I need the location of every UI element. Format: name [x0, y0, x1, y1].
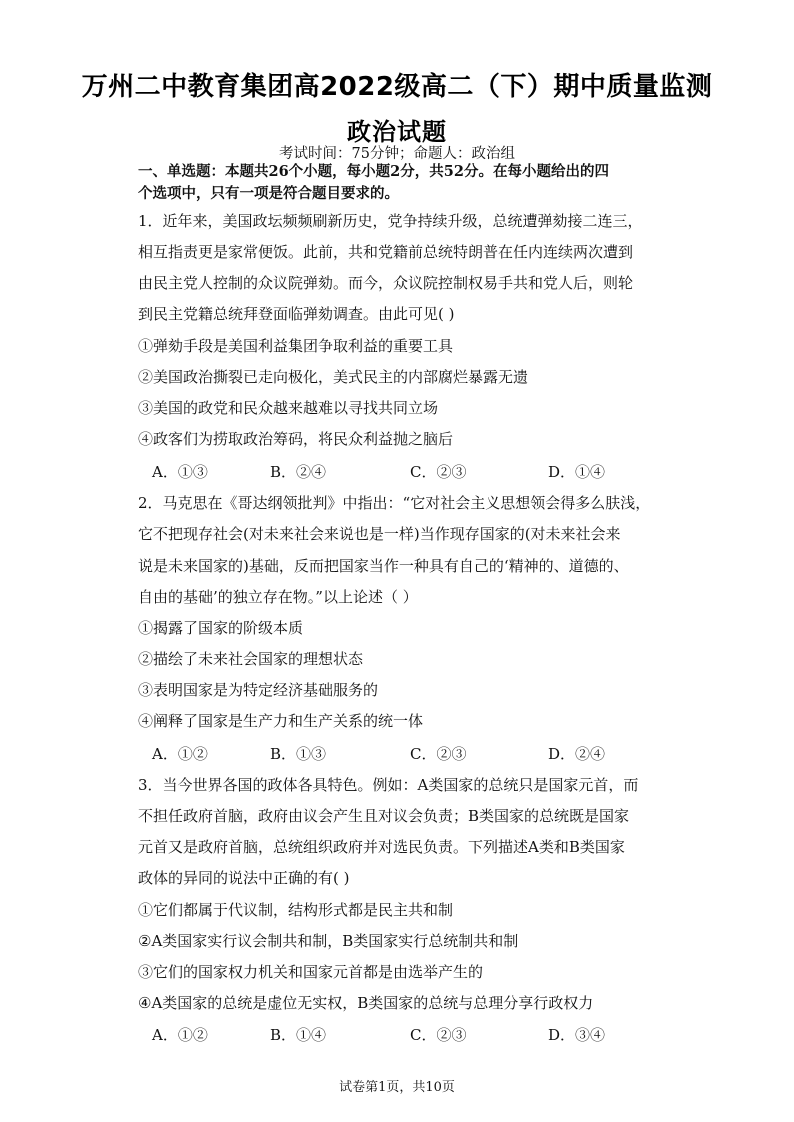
question-3-option-a[interactable]: A．①② [152, 1026, 208, 1044]
question-2-option-d[interactable]: D．②④ [548, 745, 606, 763]
question-3-option-c[interactable]: C．②③ [410, 1026, 467, 1044]
question-3-option-b[interactable]: B．①④ [270, 1026, 327, 1044]
exam-info: 考试时间：75分钟；命题人：政治组 [279, 146, 515, 162]
question-1-line-4: 到民主党籍总统拜登面临弹劾调查。由此可见( ) [138, 305, 455, 323]
question-2-statement-1: ①揭露了国家的阶级本质 [138, 619, 304, 637]
question-3-statement-4: ④A类国家的总统是虚位无实权，B类国家的总统与总理分享行政权力 [138, 994, 594, 1012]
question-1-line-3: 由民主党人控制的众议院弹劾。而今，众议院控制权易手共和党人后，则轮 [138, 274, 634, 292]
question-1-option-c[interactable]: C．②③ [410, 463, 467, 481]
question-1-option-d[interactable]: D．①④ [548, 463, 606, 481]
question-3-option-d[interactable]: D．③④ [548, 1026, 606, 1044]
question-1-option-a[interactable]: A．①③ [152, 463, 208, 481]
question-3-line-2: 不担任政府首脑，政府由议会产生且对议会负责；B类国家的总统既是国家 [138, 807, 630, 825]
question-1-statement-1: ①弹劾手段是美国利益集团争取利益的重要工具 [138, 337, 454, 355]
section-heading-line-2: 个选项中，只有一项是符合题目要求的。 [138, 185, 399, 202]
question-3-statement-1: ①它们都属于代议制，结构形式都是民主共和制 [138, 901, 454, 919]
question-3-line-1: 3．当今世界各国的政体各具特色。例如：A类国家的总统只是国家元首，而 [138, 776, 639, 794]
question-3-line-3: 元首又是政府首脑，总统组织政府并对选民负责。下列描述A类和B类国家 [138, 838, 625, 856]
question-2-line-2: 它不把现存社会(对未来社会来说也是一样)当作现存国家的(对未来社会来 [138, 525, 621, 543]
question-1-statement-4: ④政客们为捞取政治筹码，将民众利益抛之脑后 [138, 430, 454, 448]
question-2-line-3: 说是未来国家的)基础，反而把国家当作一种具有自己的‘精神的、道德的、 [138, 557, 629, 575]
question-2-line-4: 自由的基础’的独立存在物。”以上论述（ ） [138, 588, 418, 606]
question-1-line-2: 相互指责更是家常便饭。此前，共和党籍前总统特朗普在任内连续两次遭到 [138, 243, 634, 261]
question-3-statement-3: ③它们的国家权力机关和国家元首都是由选举产生的 [138, 963, 484, 981]
question-3-line-4: 政体的异同的说法中正确的有( ) [138, 869, 350, 887]
exam-subtitle: 政治试题 [347, 118, 447, 146]
question-1-statement-2: ②美国政治撕裂已走向极化，美式民主的内部腐烂暴露无遗 [138, 368, 529, 386]
question-2-statement-2: ②描绘了未来社会国家的理想状态 [138, 650, 364, 668]
question-1-statement-3: ③美国的政党和民众越来越难以寻找共同立场 [138, 399, 439, 417]
page-footer: 试卷第1页，共10页 [339, 1080, 455, 1095]
question-2-option-a[interactable]: A．①② [152, 745, 208, 763]
question-2-statement-4: ④阐释了国家是生产力和生产关系的统一体 [138, 712, 424, 730]
question-2-option-b[interactable]: B．①③ [270, 745, 327, 763]
question-3-statement-2: ②A类国家实行议会制共和制，B类国家实行总统制共和制 [138, 932, 519, 950]
exam-title: 万州二中教育集团高2022级高二（下）期中质量监测 [81, 72, 713, 102]
question-1-option-b[interactable]: B．②④ [270, 463, 327, 481]
question-1-line-1: 1．近年来，美国政坛频频刷新历史，党争持续升级，总统遭弹劾接二连三， [138, 212, 643, 230]
question-2-statement-3: ③表明国家是为特定经济基础服务的 [138, 681, 379, 699]
question-2-option-c[interactable]: C．②③ [410, 745, 467, 763]
question-2-line-1: 2．马克思在《哥达纲领批判》中指出：“它对社会主义思想领会得多么肤浅， [138, 494, 651, 512]
section-heading-line-1: 一、单选题：本题共26个小题，每小题2分，共52分。在每小题给出的四 [138, 163, 609, 180]
